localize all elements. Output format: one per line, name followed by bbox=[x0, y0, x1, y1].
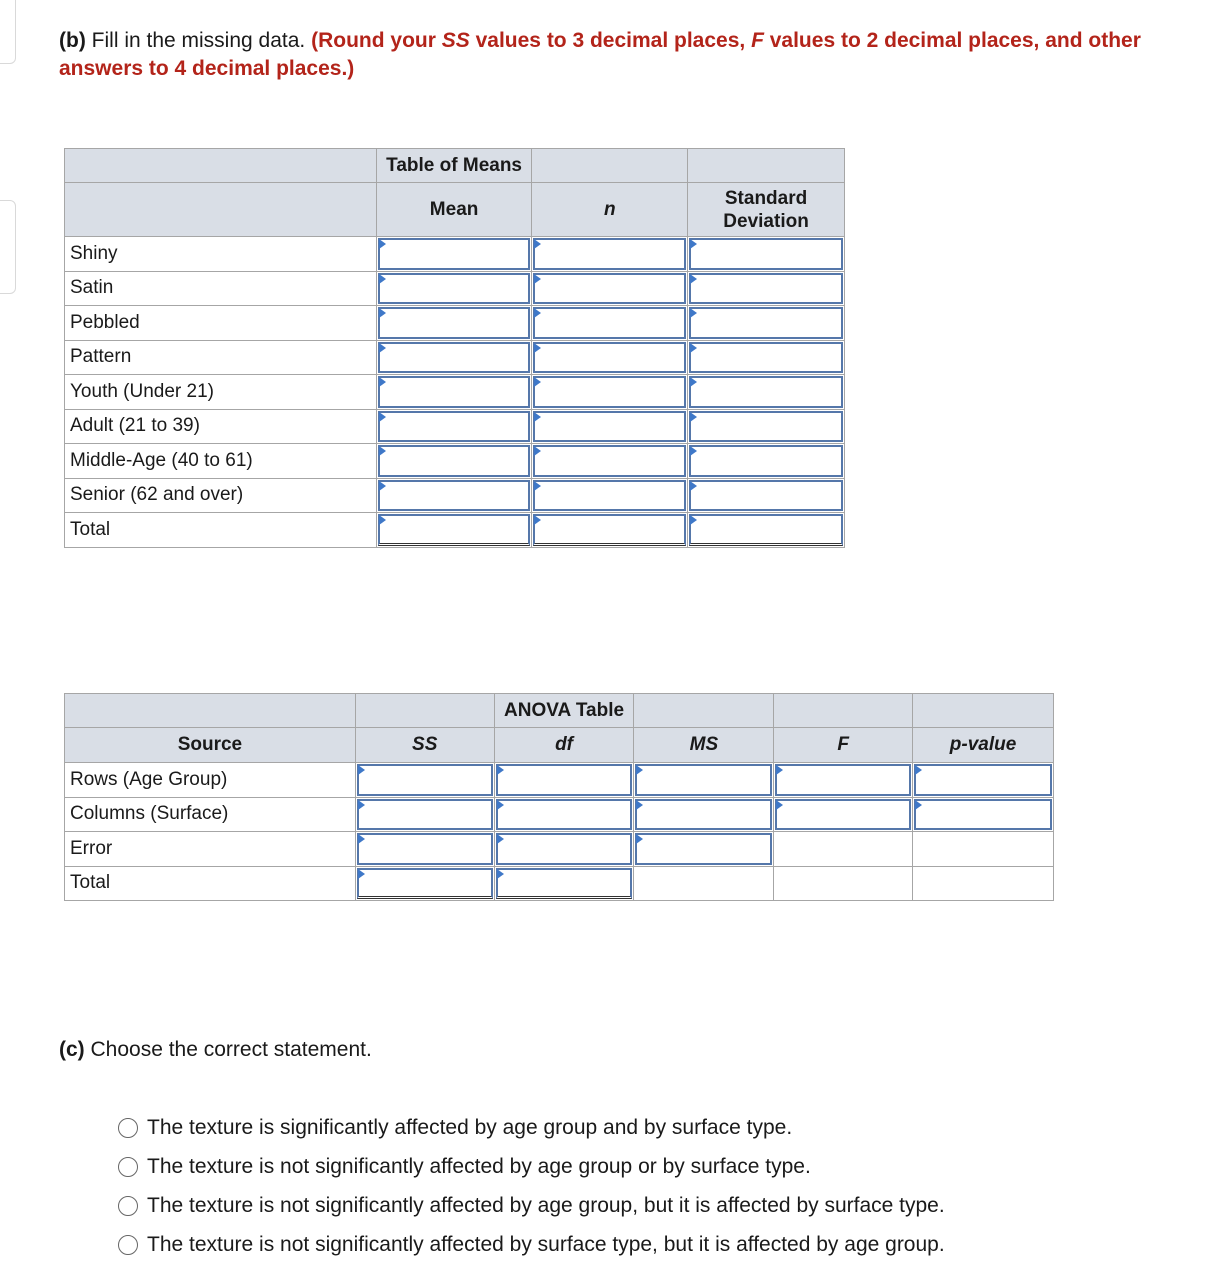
input-marker-icon bbox=[690, 446, 697, 456]
answer-option[interactable] bbox=[118, 1225, 945, 1264]
means-row bbox=[65, 340, 845, 375]
sd-input[interactable] bbox=[689, 273, 843, 305]
f-rows-cell bbox=[774, 763, 913, 798]
anova-table-title: ANOVA Table bbox=[494, 694, 634, 728]
sd-cell bbox=[688, 513, 845, 548]
answer-option-text: The texture is not significantly affected by surface type, but it is affected by age group. bbox=[147, 1232, 945, 1256]
ss-rows-cell bbox=[355, 763, 494, 798]
ss-error-cell bbox=[355, 832, 494, 867]
sd-cell bbox=[688, 271, 845, 306]
sd-cell bbox=[688, 237, 845, 272]
radio-button[interactable] bbox=[118, 1196, 138, 1216]
means-row bbox=[65, 409, 845, 444]
input-marker-icon bbox=[534, 274, 541, 284]
sd-input[interactable] bbox=[689, 411, 843, 443]
n-cell bbox=[532, 444, 688, 479]
sd-input[interactable] bbox=[689, 238, 843, 270]
answer-options bbox=[118, 1108, 945, 1264]
sd-cell bbox=[688, 409, 845, 444]
empty-cell bbox=[913, 866, 1054, 901]
p-value-header-text: p-value bbox=[949, 734, 1017, 755]
anova-row-surface bbox=[65, 797, 1054, 832]
sd-input[interactable] bbox=[689, 376, 843, 408]
means-row-label: Satin bbox=[65, 271, 377, 306]
anova-table bbox=[64, 693, 1054, 901]
input-marker-icon bbox=[379, 515, 386, 525]
radio-button[interactable] bbox=[118, 1157, 138, 1177]
means-row-label: Senior (62 and over) bbox=[65, 478, 377, 513]
mean-cell bbox=[376, 271, 532, 306]
n-input[interactable] bbox=[533, 342, 686, 374]
empty-cell bbox=[774, 866, 913, 901]
empty-cell bbox=[774, 832, 913, 867]
sd-input[interactable] bbox=[689, 445, 843, 477]
anova-row-label: Columns (Surface) bbox=[65, 797, 356, 832]
df-rows-cell bbox=[494, 763, 634, 798]
sd-cell bbox=[688, 375, 845, 410]
df-rows-input[interactable] bbox=[496, 764, 633, 796]
input-marker-icon bbox=[534, 446, 541, 456]
input-marker-icon bbox=[915, 765, 922, 775]
input-marker-icon bbox=[690, 239, 697, 249]
mean-cell bbox=[376, 306, 532, 341]
input-marker-icon bbox=[379, 446, 386, 456]
df-error-input[interactable] bbox=[496, 833, 633, 865]
n-cell bbox=[532, 306, 688, 341]
f-columns-input[interactable] bbox=[775, 799, 911, 831]
df-total-input[interactable] bbox=[496, 868, 633, 900]
ss-total-input[interactable] bbox=[357, 868, 493, 900]
means-row bbox=[65, 271, 845, 306]
means-row-label: Middle-Age (40 to 61) bbox=[65, 444, 377, 479]
empty-cell bbox=[634, 866, 774, 901]
ms-error-input[interactable] bbox=[635, 833, 772, 865]
ms-rows-cell bbox=[634, 763, 774, 798]
mean-cell bbox=[376, 237, 532, 272]
input-marker-icon bbox=[358, 800, 365, 810]
ms-columns-cell bbox=[634, 797, 774, 832]
mean-cell bbox=[376, 340, 532, 375]
means-row-label: Youth (Under 21) bbox=[65, 375, 377, 410]
answer-option-text: The texture is significantly affected by age group and by surface type. bbox=[147, 1115, 793, 1139]
mean-input[interactable] bbox=[378, 411, 531, 443]
input-marker-icon bbox=[534, 515, 541, 525]
input-marker-icon bbox=[358, 765, 365, 775]
input-marker-icon bbox=[534, 412, 541, 422]
sd-input[interactable] bbox=[689, 514, 843, 546]
input-marker-icon bbox=[497, 869, 504, 879]
input-marker-icon bbox=[690, 515, 697, 525]
mean-column-header: Mean bbox=[376, 183, 532, 237]
input-marker-icon bbox=[636, 765, 643, 775]
p-value-columns-input[interactable] bbox=[914, 799, 1052, 831]
mean-input[interactable] bbox=[378, 376, 531, 408]
n-cell bbox=[532, 513, 688, 548]
input-marker-icon bbox=[690, 412, 697, 422]
sd-cell bbox=[688, 478, 845, 513]
means-row bbox=[65, 513, 845, 548]
mean-input[interactable] bbox=[378, 342, 531, 374]
empty-cell bbox=[913, 832, 1054, 867]
ss-total-cell bbox=[355, 866, 494, 901]
input-marker-icon bbox=[690, 308, 697, 318]
input-marker-icon bbox=[534, 481, 541, 491]
means-row-label: Pebbled bbox=[65, 306, 377, 341]
f-term: F bbox=[751, 29, 764, 52]
anova-row-label: Rows (Age Group) bbox=[65, 763, 356, 798]
means-row bbox=[65, 306, 845, 341]
input-marker-icon bbox=[636, 834, 643, 844]
df-column-header: df bbox=[494, 728, 634, 763]
f-rows-input[interactable] bbox=[775, 764, 911, 796]
p-rows-cell bbox=[913, 763, 1054, 798]
side-tab bbox=[0, 0, 16, 64]
anova-row-age-group bbox=[65, 763, 1054, 798]
input-marker-icon bbox=[534, 343, 541, 353]
input-marker-icon bbox=[690, 481, 697, 491]
n-input[interactable] bbox=[533, 307, 686, 339]
answer-option[interactable] bbox=[118, 1108, 945, 1147]
ms-column-header: MS bbox=[634, 728, 774, 763]
p-value-column-header bbox=[913, 728, 1054, 763]
sd-input[interactable] bbox=[689, 480, 843, 512]
input-marker-icon bbox=[379, 343, 386, 353]
f-columns-cell bbox=[774, 797, 913, 832]
p-value-rows-input[interactable] bbox=[914, 764, 1052, 796]
df-columns-input[interactable] bbox=[496, 799, 633, 831]
means-row-label: Shiny bbox=[65, 237, 377, 272]
part-b-instructions bbox=[59, 27, 1179, 83]
mean-input[interactable] bbox=[378, 307, 531, 339]
n-cell bbox=[532, 340, 688, 375]
means-row bbox=[65, 375, 845, 410]
mean-cell bbox=[376, 444, 532, 479]
means-row bbox=[65, 478, 845, 513]
n-input[interactable] bbox=[533, 411, 686, 443]
rounding-note-open: (Round your bbox=[311, 29, 442, 52]
n-input[interactable] bbox=[533, 376, 686, 408]
sd-cell bbox=[688, 306, 845, 341]
ms-error-cell bbox=[634, 832, 774, 867]
answer-option[interactable] bbox=[118, 1186, 945, 1225]
input-marker-icon bbox=[534, 239, 541, 249]
input-marker-icon bbox=[379, 274, 386, 284]
anova-row-error bbox=[65, 832, 1054, 867]
input-marker-icon bbox=[690, 377, 697, 387]
anova-row-total bbox=[65, 866, 1054, 901]
means-table-title: Table of Means bbox=[376, 149, 532, 183]
mean-input[interactable] bbox=[378, 238, 531, 270]
answer-option-text: The texture is not significantly affected by age group, but it is affected by surface type. bbox=[147, 1193, 945, 1217]
mean-input[interactable] bbox=[378, 273, 531, 305]
input-marker-icon bbox=[358, 834, 365, 844]
sd-input[interactable] bbox=[689, 342, 843, 374]
ss-columns-input[interactable] bbox=[357, 799, 493, 831]
answer-option-text: The texture is not significantly affected by age group or by surface type. bbox=[147, 1154, 811, 1178]
part-c-label: (c) bbox=[59, 1038, 85, 1061]
n-column-header: n bbox=[532, 183, 688, 237]
means-row bbox=[65, 237, 845, 272]
mean-input[interactable] bbox=[378, 445, 531, 477]
ss-error-input[interactable] bbox=[357, 833, 493, 865]
mean-cell bbox=[376, 409, 532, 444]
ms-columns-input[interactable] bbox=[635, 799, 772, 831]
input-marker-icon bbox=[379, 239, 386, 249]
ss-term: SS bbox=[441, 29, 470, 52]
part-c-instructions bbox=[59, 1036, 372, 1064]
mean-input[interactable] bbox=[378, 480, 531, 512]
n-cell bbox=[532, 375, 688, 410]
n-input[interactable] bbox=[533, 514, 686, 546]
input-marker-icon bbox=[534, 377, 541, 387]
ms-rows-input[interactable] bbox=[635, 764, 772, 796]
means-row-label: Adult (21 to 39) bbox=[65, 409, 377, 444]
mean-cell bbox=[376, 513, 532, 548]
input-marker-icon bbox=[690, 274, 697, 284]
input-marker-icon bbox=[636, 800, 643, 810]
n-cell bbox=[532, 478, 688, 513]
input-marker-icon bbox=[379, 412, 386, 422]
input-marker-icon bbox=[497, 834, 504, 844]
sd-cell bbox=[688, 444, 845, 479]
input-marker-icon bbox=[379, 308, 386, 318]
part-b-text: Fill in the missing data. bbox=[85, 29, 312, 52]
part-b-label: (b) bbox=[59, 29, 86, 52]
ss-column-header: SS bbox=[355, 728, 494, 763]
n-input[interactable] bbox=[533, 273, 686, 305]
input-marker-icon bbox=[690, 343, 697, 353]
input-marker-icon bbox=[358, 869, 365, 879]
input-marker-icon bbox=[776, 765, 783, 775]
part-c-text: Choose the correct statement. bbox=[84, 1038, 372, 1061]
mean-cell bbox=[376, 375, 532, 410]
radio-button[interactable] bbox=[118, 1118, 138, 1138]
means-row-label: Total bbox=[65, 513, 377, 548]
ss-columns-cell bbox=[355, 797, 494, 832]
rounding-note-ss: values to 3 decimal places, bbox=[469, 29, 752, 52]
df-total-cell bbox=[494, 866, 634, 901]
df-error-cell bbox=[494, 832, 634, 867]
input-marker-icon bbox=[379, 481, 386, 491]
table-of-means bbox=[64, 148, 845, 548]
sd-cell bbox=[688, 340, 845, 375]
means-row-label: Pattern bbox=[65, 340, 377, 375]
ss-rows-input[interactable] bbox=[357, 764, 493, 796]
n-input[interactable] bbox=[533, 480, 686, 512]
n-cell bbox=[532, 237, 688, 272]
mean-cell bbox=[376, 478, 532, 513]
input-marker-icon bbox=[915, 800, 922, 810]
radio-button[interactable] bbox=[118, 1235, 138, 1255]
mean-input[interactable] bbox=[378, 514, 531, 546]
sd-input[interactable] bbox=[689, 307, 843, 339]
sd-column-header: Standard Deviation bbox=[688, 183, 845, 237]
rounding-note-rest: values to 2 decimal places, and other answers to 4 decimal places.) bbox=[59, 29, 1141, 80]
anova-row-label: Error bbox=[65, 832, 356, 867]
input-marker-icon bbox=[776, 800, 783, 810]
n-cell bbox=[532, 271, 688, 306]
p-columns-cell bbox=[913, 797, 1054, 832]
n-input[interactable] bbox=[533, 238, 686, 270]
n-cell bbox=[532, 409, 688, 444]
input-marker-icon bbox=[497, 765, 504, 775]
n-input[interactable] bbox=[533, 445, 686, 477]
source-column-header: Source bbox=[65, 728, 356, 763]
df-columns-cell bbox=[494, 797, 634, 832]
side-tab bbox=[0, 200, 16, 294]
input-marker-icon bbox=[379, 377, 386, 387]
input-marker-icon bbox=[534, 308, 541, 318]
answer-option[interactable] bbox=[118, 1147, 945, 1186]
f-column-header: F bbox=[774, 728, 913, 763]
anova-row-label: Total bbox=[65, 866, 356, 901]
input-marker-icon bbox=[497, 800, 504, 810]
means-row bbox=[65, 444, 845, 479]
